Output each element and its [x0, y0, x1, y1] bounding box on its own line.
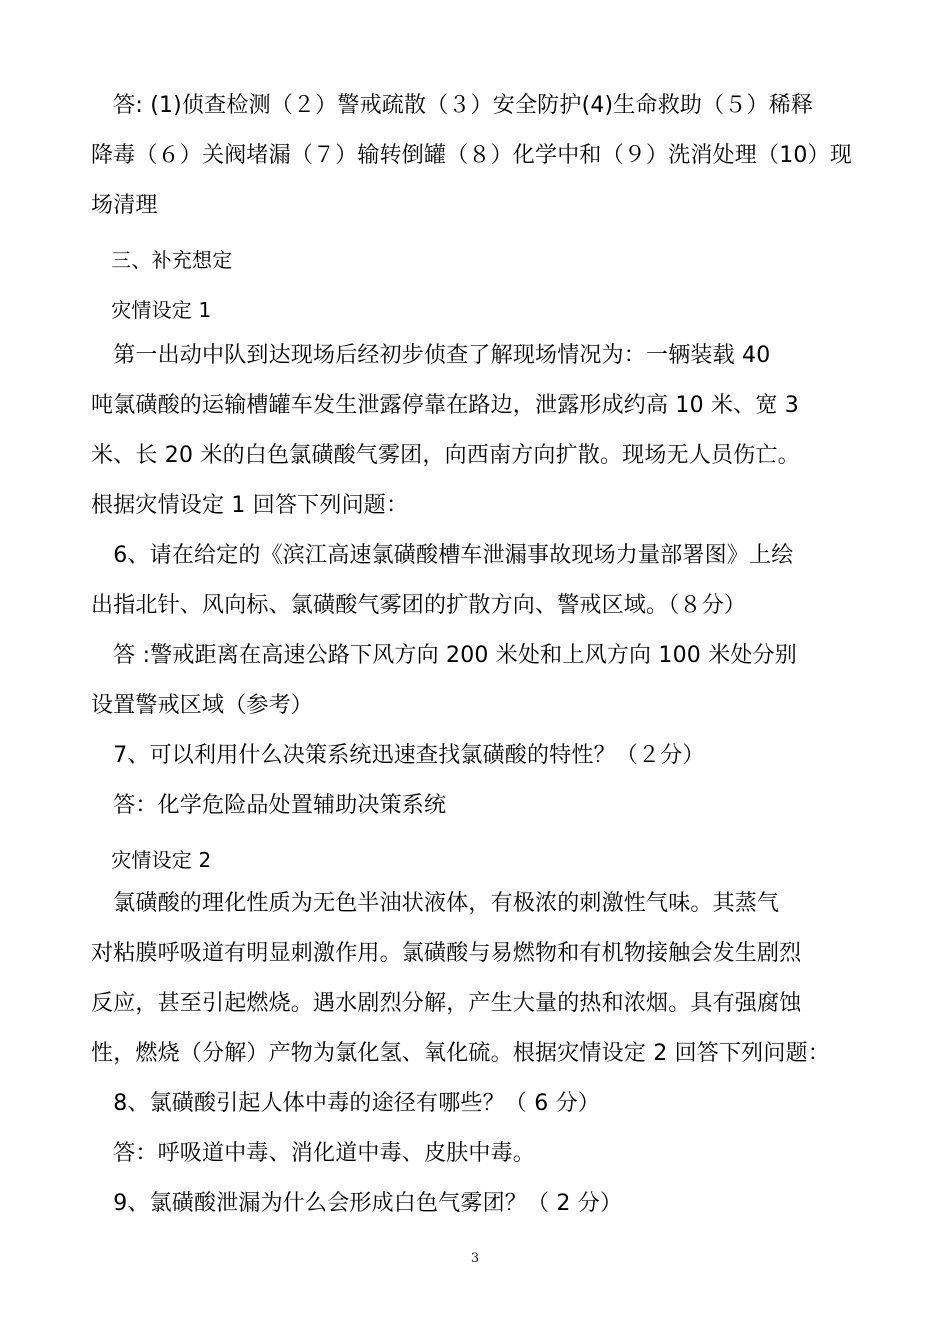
text-line: 对粘膜呼吸道有明显刺激作用。氯磺酸与易燃物和有机物接触会发生剧烈 [91, 941, 802, 966]
text-line: 降毒（６）关阀堵漏（７）输转倒罐（８）化学中和（９）洗消处理（10）现 [91, 143, 852, 168]
answer-line: 答 :警戒距离在高速公路下风方向 200 米处和上风方向 100 米处分别 [91, 643, 797, 668]
text-line: 场清理 [91, 193, 158, 218]
text-line: 性，燃烧（分解）产物为氯化氢、氧化硫。根据灾情设定 2 回答下列问题： [91, 1041, 830, 1066]
question-line: 出指北针、风向标、氯磺酸气雾团的扩散方向、警戒区域。（８分） [91, 593, 747, 618]
text-line: 米、长 20 米的白色氯磺酸气雾团，向西南方向扩散。现场无人员伤亡。 [91, 443, 800, 468]
question-line: 7、可以利用什么决策系统迅速查找氯磺酸的特性？（２分） [91, 743, 705, 768]
text-line: 第一出动中队到达现场后经初步侦查了解现场情况为：一辆装载 40 [91, 343, 771, 368]
text-line: 答: (1)侦查检测（２）警戒疏散（３）安全防护(4)生命救助（５）稀释 [91, 93, 814, 118]
question-line: 8、氯磺酸引起人体中毒的途径有哪些？（ 6 分） [91, 1091, 600, 1116]
text-line: 氯磺酸的理化性质为无色半油状液体，有极浓的刺激性气味。其蒸气 [91, 891, 780, 916]
section-heading: 三、补充想定 [91, 248, 233, 272]
question-line: 9、氯磺酸泄漏为什么会形成白色气雾团？（ 2 分） [91, 1191, 623, 1216]
text-line: 反应，甚至引起燃烧。遇水剧烈分解，产生大量的热和浓烟。具有强腐蚀 [91, 991, 802, 1016]
scenario-heading: 灾情设定 2 [91, 848, 212, 872]
question-line: 6、请在给定的《滨江高速氯磺酸槽车泄漏事故现场力量部署图》上绘 [91, 543, 794, 568]
page-number: 3 [470, 1251, 480, 1266]
answer-line: 答：化学危险品处置辅助决策系统 [91, 793, 447, 818]
answer-line: 答：呼吸道中毒、消化道中毒、皮肤中毒。 [91, 1141, 536, 1166]
scenario-heading: 灾情设定 1 [91, 298, 212, 322]
text-line: 吨氯磺酸的运输槽罐车发生泄露停靠在路边，泄露形成约高 10 米、宽 3 [91, 393, 799, 418]
answer-line: 设置警戒区域（参考） [91, 693, 314, 718]
text-line: 根据灾情设定 1 回答下列问题： [91, 493, 409, 518]
